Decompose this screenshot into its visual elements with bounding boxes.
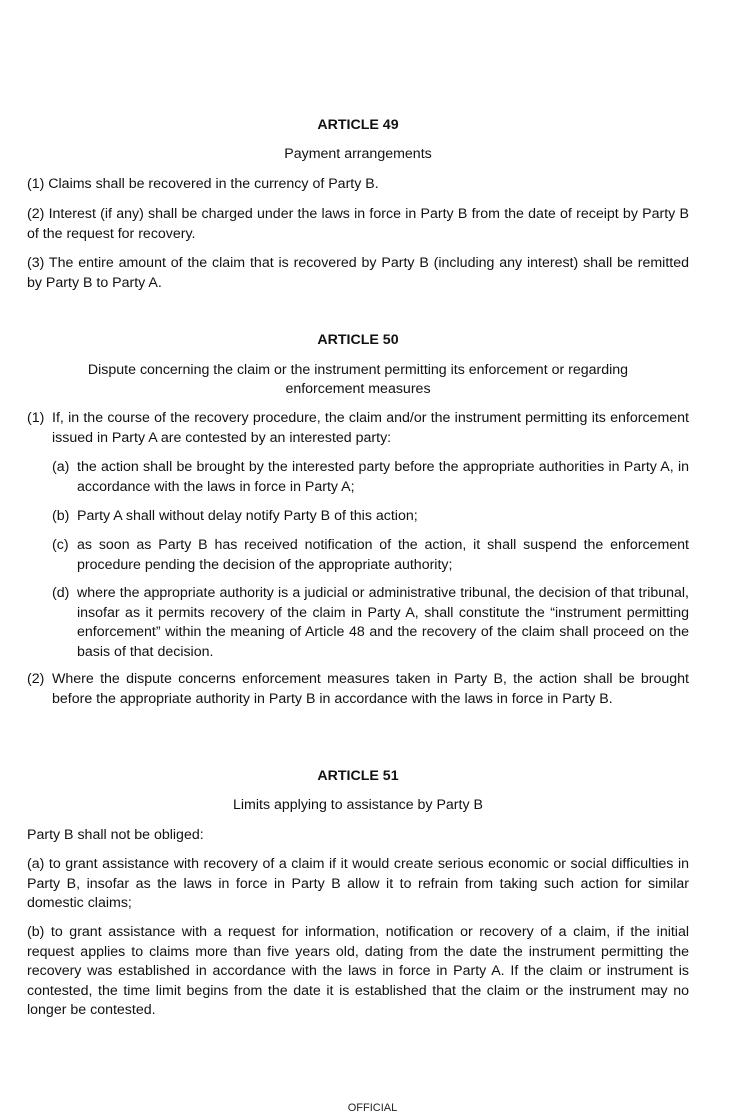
item-text: as soon as Party B has received notification of the action, it shall suspend the enforcement procedure pending the decision of the appropriate authority; [77,537,689,573]
article-50-subtitle-line-2: enforcement measures [285,381,431,397]
article-50-item-a [52,458,689,497]
document-page [27,0,689,1116]
article-51-heading: ARTICLE 51 [317,768,399,784]
article-49-subtitle: Payment arrangements [284,146,432,162]
article-49-paragraph-3: (3) The entire amount of the claim that is recovered by Party B (including any interest) shall be remitted by Party B to Party A. [27,255,689,291]
article-49-paragraph-1: (1) Claims shall be recovered in the currency of Party B. [27,176,379,192]
item-marker: (a) [52,459,70,475]
article-49-heading: ARTICLE 49 [317,117,399,133]
clause-marker: (1) [27,410,45,426]
article-51-paragraph-a: (a) to grant assistance with recovery of a claim if it would create serious economic or social difficulties in Party B, insofar as the laws in force in Party B allow it to refrain from taking such action for similar domestic claims; [27,856,689,911]
article-51-paragraph-b: (b) to grant assistance with a request for information, notification or recovery of a claim, if the initial request applies to claims more than five years old, dating from the date the instrument permitting the recovery was established in accordance with the laws in force in Party A. If the claim or instrument is contested, the time limit begins from the date it is established that the claim or the instrument may no longer be contested. [27,924,689,1018]
article-50-clause-2 [27,670,689,709]
article-51-subtitle: Limits applying to assistance by Party B [233,797,483,813]
item-marker: (b) [52,508,70,524]
article-50-item-b [52,507,689,527]
classification-footer: OFFICIAL [347,1102,398,1114]
item-marker: (c) [52,537,69,553]
clause-text: Where the dispute concerns enforcement measures taken in Party B, the action shall be brought before the appropriate authority in Party B in accordance with the laws in force in Party B. [52,671,689,707]
article-49-paragraph-2: (2) Interest (if any) shall be charged under the laws in force in Party B from the date of receipt by Party B of the request for recovery. [27,206,689,242]
article-50-subtitle-line-1: Dispute concerning the claim or the instrument permitting its enforcement or regarding [87,362,629,378]
clause-text: If, in the course of the recovery procedure, the claim and/or the instrument permitting its enforcement issued in Party A are contested by an interested party: [52,410,689,446]
item-text: Party A shall without delay notify Party B of this action; [77,508,418,524]
article-51-intro: Party B shall not be obliged: [27,827,204,843]
article-50-heading: ARTICLE 50 [317,332,399,348]
article-50-clause-1 [27,409,689,448]
article-50-item-d [52,584,689,662]
item-marker: (d) [52,585,70,601]
item-text: where the appropriate authority is a judicial or administrative tribunal, the decision of that tribunal, insofar as it permits recovery of the claim in Party A, shall constitute the “instrument permitting enforcement” within the meaning of Article 48 and the recovery of the claim shall proceed on the basis of that decision. [77,585,689,660]
article-50-item-c [52,536,689,575]
clause-marker: (2) [27,671,45,687]
item-text: the action shall be brought by the interested party before the appropriate authorities in Party A, in accordance with the laws in force in Party A; [77,459,689,495]
